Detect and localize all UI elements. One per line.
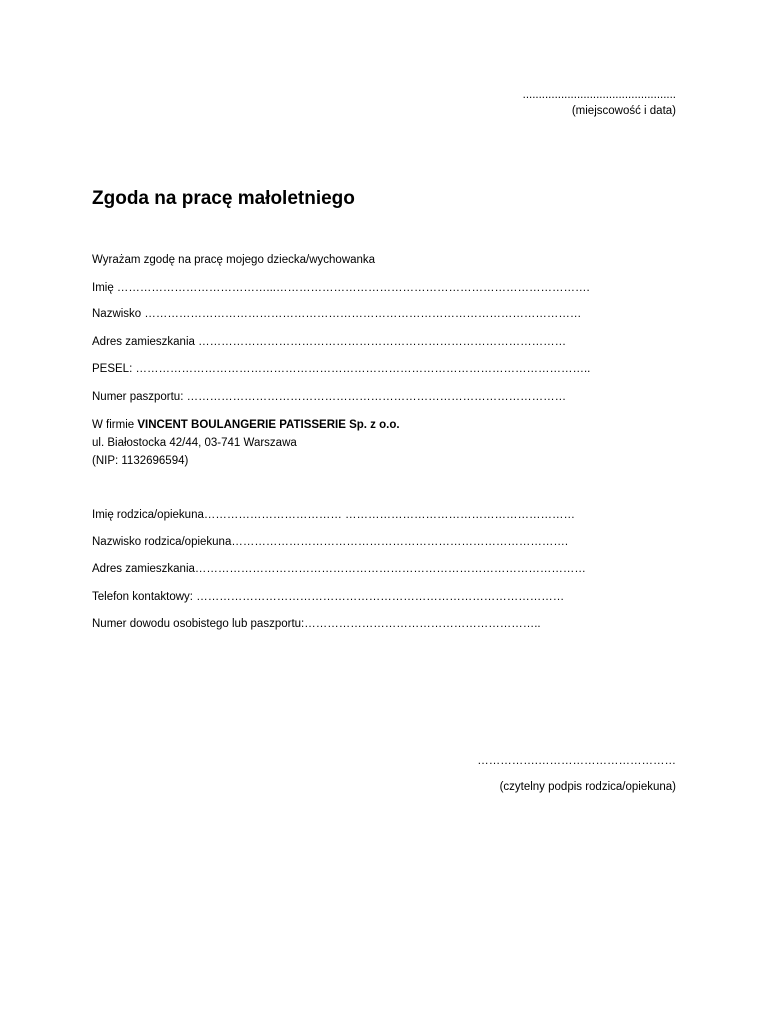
document-title: Zgoda na pracę małoletniego: [92, 188, 355, 209]
company-nip: (NIP: 1132696594): [92, 455, 189, 467]
company-block: [92, 416, 400, 470]
parent-id-document-field: Numer dowodu osobistego lub paszportu:……………………………………………………..: [92, 618, 541, 630]
child-passport-field: Numer paszportu: ………………………………………………………………………………………: [92, 391, 567, 403]
child-last-name-field: Nazwisko ……………………………………………………………………………………………………: [92, 308, 582, 320]
parent-last-name-field: Nazwisko rodzica/opiekuna…………………………………………………………………………….: [92, 536, 569, 548]
company-address: ul. Białostocka 42/44, 03-741 Warszawa: [92, 437, 297, 449]
parent-address-field: Adres zamieszkania…………………………………………………………………………………………: [92, 563, 586, 575]
child-address-field: Adres zamieszkania ……………………………………………………………………………………: [92, 336, 567, 348]
date-place-dots: ................................................: [522, 89, 676, 101]
child-first-name-field: Imię …………………………………...……………………………………………………………………….: [92, 282, 590, 294]
consent-intro: Wyrażam zgodę na pracę mojego dziecka/wychowanka: [92, 254, 376, 266]
parent-first-name-field: Imię rodzica/opiekuna……………………………… ……………………………………………………: [92, 509, 576, 521]
company-line: [92, 416, 400, 434]
signature-label: (czytelny podpis rodzica/opiekuna): [499, 781, 676, 793]
company-name: VINCENT BOULANGERIE PATISSERIE Sp. z o.o.: [137, 419, 400, 431]
company-prefix: W firmie: [92, 419, 138, 431]
signature-dots: …………….………………………………: [477, 755, 676, 767]
parent-phone-field: Telefon kontaktowy: ……………………………………………………………………………………: [92, 591, 565, 603]
child-pesel-field: PESEL: ………………………………………………………………………………………………………..: [92, 363, 591, 375]
date-place-label: (miejscowość i data): [571, 105, 676, 117]
